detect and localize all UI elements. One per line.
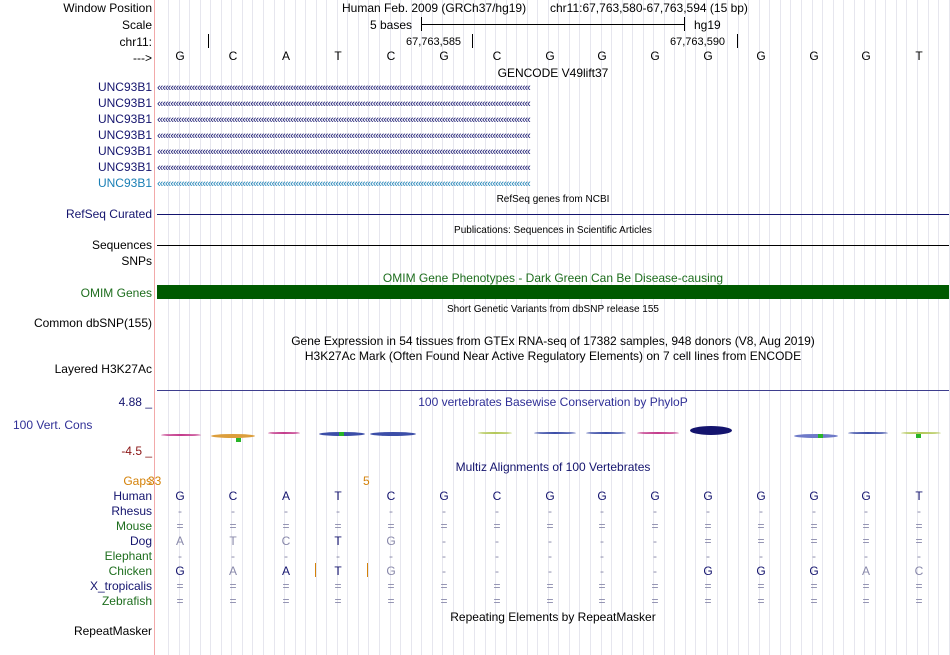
gtex-title: Gene Expression in 54 tissues from GTEx RNA-seq of 17382 samples, 948 donors (V8, Aug 2019) bbox=[291, 334, 815, 348]
alignment-base: T bbox=[229, 534, 237, 548]
gene-label[interactable]: UNC93B1 bbox=[97, 96, 152, 110]
alignment-base: - bbox=[231, 549, 235, 563]
alignment-base: - bbox=[336, 549, 340, 563]
scale-bar bbox=[421, 24, 684, 25]
publications-line[interactable] bbox=[157, 245, 949, 246]
alignment-base: = bbox=[493, 579, 501, 593]
dna-base: A bbox=[281, 49, 290, 63]
dna-base: G bbox=[650, 49, 660, 63]
alignment-base: - bbox=[706, 504, 710, 518]
gene-model-strand-arrows[interactable]: ‹‹‹‹‹‹‹‹‹‹‹‹‹‹‹‹‹‹‹‹‹‹‹‹‹‹‹‹‹‹‹‹‹‹‹‹‹‹‹‹‹‹‹‹‹‹‹‹‹‹‹‹‹‹‹‹‹‹‹‹‹‹‹‹‹‹‹‹‹‹‹‹‹‹‹‹‹‹‹‹‹‹‹‹‹‹‹‹‹‹‹‹‹‹‹‹‹‹‹‹‹‹‹‹‹‹‹‹‹‹‹‹‹‹‹‹‹‹‹‹‹‹‹‹‹‹‹‹‹‹‹‹‹‹‹‹‹‹‹‹ bbox=[157, 99, 530, 109]
scale-text: 5 bases bbox=[370, 18, 413, 32]
alignment-base: - bbox=[706, 549, 710, 563]
phylop-logo-glyph bbox=[916, 434, 921, 438]
alignment-base: - bbox=[548, 534, 552, 548]
alignment-base: - bbox=[495, 504, 499, 518]
phylop-ymin: -4.5 _ bbox=[121, 444, 152, 458]
gene-label[interactable]: UNC93B1 bbox=[97, 80, 152, 94]
omim-label[interactable]: OMIM Genes bbox=[80, 286, 152, 300]
alignment-base: - bbox=[917, 504, 921, 518]
species-label[interactable]: Human bbox=[113, 489, 152, 503]
alignment-base: = bbox=[915, 519, 923, 533]
alignment-base: G bbox=[545, 489, 555, 503]
alignment-base: = bbox=[862, 579, 870, 593]
refseq-label[interactable]: RefSeq Curated bbox=[65, 207, 152, 221]
alignment-base: = bbox=[810, 579, 818, 593]
alignment-base: = bbox=[757, 579, 765, 593]
ruler-tick bbox=[472, 34, 473, 48]
alignment-base: - bbox=[812, 549, 816, 563]
alignment-base: - bbox=[759, 504, 763, 518]
alignment-base: = bbox=[440, 594, 448, 608]
phylop-logo-glyph bbox=[478, 432, 512, 434]
alignment-base: = bbox=[915, 594, 923, 608]
alignment-base: - bbox=[284, 504, 288, 518]
gene-label[interactable]: UNC93B1 bbox=[97, 128, 152, 142]
alignment-base: = bbox=[651, 519, 659, 533]
alignment-base: C bbox=[281, 534, 291, 548]
alignment-base: = bbox=[546, 594, 554, 608]
alignment-base: = bbox=[546, 519, 554, 533]
alignment-base: - bbox=[653, 549, 657, 563]
dna-base: G bbox=[175, 49, 185, 63]
species-label[interactable]: Rhesus bbox=[111, 504, 152, 518]
label-gutter-divider bbox=[154, 0, 155, 655]
alignment-base: G bbox=[809, 489, 819, 503]
assembly-title: Human Feb. 2009 (GRCh37/hg19) bbox=[342, 1, 527, 15]
alignment-base: - bbox=[548, 504, 552, 518]
alignment-base: = bbox=[546, 579, 554, 593]
alignment-base: T bbox=[334, 564, 342, 578]
alignment-base: G bbox=[650, 489, 660, 503]
gene-label[interactable]: UNC93B1 bbox=[97, 144, 152, 158]
alignment-base: G bbox=[439, 489, 449, 503]
alignment-base: G bbox=[386, 564, 396, 578]
species-label[interactable]: Chicken bbox=[108, 564, 152, 578]
alignment-base: - bbox=[495, 534, 499, 548]
alignment-base: - bbox=[600, 564, 604, 578]
alignment-base: = bbox=[387, 579, 395, 593]
dna-base: C bbox=[492, 49, 502, 63]
ruler-coord-2: 67,763,590 bbox=[670, 36, 726, 48]
position-range[interactable]: chr11:67,763,580-67,763,594 (15 bp) bbox=[550, 1, 748, 15]
alignment-base: - bbox=[600, 534, 604, 548]
alignment-base: = bbox=[704, 519, 712, 533]
species-label[interactable]: Elephant bbox=[104, 549, 152, 563]
alignment-base: - bbox=[495, 564, 499, 578]
dna-base: G bbox=[809, 49, 819, 63]
alignment-base: G bbox=[861, 489, 871, 503]
dna-base: G bbox=[756, 49, 766, 63]
phylop-logo-glyph bbox=[370, 432, 416, 436]
species-label[interactable]: Mouse bbox=[115, 519, 152, 533]
scale-label: Scale bbox=[121, 18, 152, 32]
alignment-base: = bbox=[493, 594, 501, 608]
phylop-logo-glyph bbox=[236, 438, 241, 442]
alignment-base: - bbox=[600, 504, 604, 518]
omim-gene-bar[interactable] bbox=[157, 285, 949, 299]
alignment-base: T bbox=[334, 489, 342, 503]
dbsnp-label[interactable]: Common dbSNP(155) bbox=[33, 316, 152, 330]
scale-bar-right-tick bbox=[684, 17, 685, 31]
gene-label[interactable]: UNC93B1 bbox=[97, 112, 152, 126]
alignment-base: = bbox=[704, 534, 712, 548]
alignment-base: = bbox=[334, 519, 342, 533]
alignment-base: G bbox=[756, 564, 766, 578]
omim-title: OMIM Gene Phenotypes - Dark Green Can Be Disease-causing bbox=[382, 271, 724, 285]
gencode-title: GENCODE V49lift37 bbox=[497, 66, 609, 80]
publications-title: Publications: Sequences in Scientific Articles bbox=[454, 225, 652, 236]
alignment-base: = bbox=[810, 534, 818, 548]
scale-db: hg19 bbox=[694, 18, 721, 32]
alignment-base: = bbox=[915, 579, 923, 593]
alignment-base: G bbox=[703, 489, 713, 503]
alignment-base: - bbox=[442, 534, 446, 548]
dna-base: G bbox=[545, 49, 555, 63]
alignment-base: = bbox=[810, 594, 818, 608]
alignment-base: = bbox=[229, 579, 237, 593]
species-label[interactable]: Zebrafish bbox=[101, 594, 152, 608]
alignment-base: = bbox=[810, 519, 818, 533]
alignment-base: = bbox=[915, 534, 923, 548]
alignment-base: - bbox=[495, 549, 499, 563]
alignment-base: - bbox=[389, 504, 393, 518]
alignment-base: - bbox=[284, 549, 288, 563]
alignment-base: = bbox=[704, 579, 712, 593]
alignment-base: G bbox=[756, 489, 766, 503]
gap-marker bbox=[315, 563, 316, 577]
multiz-title: Multiz Alignments of 100 Vertebrates bbox=[455, 460, 651, 474]
phylop-logo-glyph bbox=[211, 434, 255, 438]
refseq-title: RefSeq genes from NCBI bbox=[496, 194, 610, 205]
alignment-base: = bbox=[704, 594, 712, 608]
alignment-base: A bbox=[228, 564, 237, 578]
gene-label[interactable]: UNC93B1 bbox=[97, 176, 152, 190]
dna-base: C bbox=[228, 49, 238, 63]
phylop-logo-glyph bbox=[161, 434, 201, 436]
alignment-base: G bbox=[386, 534, 396, 548]
alignment-base: = bbox=[862, 519, 870, 533]
alignment-base: A bbox=[281, 564, 290, 578]
alignment-base: - bbox=[442, 564, 446, 578]
species-label[interactable]: Dog bbox=[129, 534, 152, 548]
alignment-base: - bbox=[442, 504, 446, 518]
phylop-logo-glyph bbox=[339, 432, 344, 436]
phylop-logo-glyph bbox=[586, 432, 626, 434]
phylop-logo-glyph bbox=[818, 434, 823, 438]
alignment-base: = bbox=[440, 519, 448, 533]
gene-model-strand-arrows[interactable]: ‹‹‹‹‹‹‹‹‹‹‹‹‹‹‹‹‹‹‹‹‹‹‹‹‹‹‹‹‹‹‹‹‹‹‹‹‹‹‹‹‹‹‹‹‹‹‹‹‹‹‹‹‹‹‹‹‹‹‹‹‹‹‹‹‹‹‹‹‹‹‹‹‹‹‹‹‹‹‹‹‹‹‹‹‹‹‹‹‹‹‹‹‹‹‹‹‹‹‹‹‹‹‹‹‹‹‹‹‹‹‹‹‹‹‹‹‹‹‹‹‹‹‹‹‹‹‹‹‹‹‹‹‹‹‹‹‹‹‹‹ bbox=[157, 163, 530, 173]
dna-base: G bbox=[439, 49, 449, 63]
dna-base: G bbox=[597, 49, 607, 63]
alignment-base: = bbox=[862, 594, 870, 608]
gene-model-strand-arrows[interactable]: ‹‹‹‹‹‹‹‹‹‹‹‹‹‹‹‹‹‹‹‹‹‹‹‹‹‹‹‹‹‹‹‹‹‹‹‹‹‹‹‹‹‹‹‹‹‹‹‹‹‹‹‹‹‹‹‹‹‹‹‹‹‹‹‹‹‹‹‹‹‹‹‹‹‹‹‹‹‹‹‹‹‹‹‹‹‹‹‹‹‹‹‹‹‹‹‹‹‹‹‹‹‹‹‹‹‹‹‹‹‹‹‹‹‹‹‹‹‹‹‹‹‹‹‹‹‹‹‹‹‹‹‹‹‹‹‹‹‹‹‹ bbox=[157, 115, 530, 125]
publications-label[interactable]: Sequences bbox=[91, 238, 152, 252]
alignment-base: = bbox=[440, 579, 448, 593]
alignment-base: G bbox=[175, 564, 185, 578]
alignment-base: - bbox=[231, 504, 235, 518]
phylop-logo-glyph bbox=[848, 432, 888, 434]
alignment-base: T bbox=[915, 489, 923, 503]
gene-model-strand-arrows[interactable]: ‹‹‹‹‹‹‹‹‹‹‹‹‹‹‹‹‹‹‹‹‹‹‹‹‹‹‹‹‹‹‹‹‹‹‹‹‹‹‹‹‹‹‹‹‹‹‹‹‹‹‹‹‹‹‹‹‹‹‹‹‹‹‹‹‹‹‹‹‹‹‹‹‹‹‹‹‹‹‹‹‹‹‹‹‹‹‹‹‹‹‹‹‹‹‹‹‹‹‹‹‹‹‹‹‹‹‹‹‹‹‹‹‹‹‹‹‹‹‹‹‹‹‹‹‹‹‹‹‹‹‹‹‹‹‹‹‹‹‹‹ bbox=[157, 83, 530, 93]
alignment-base: - bbox=[864, 504, 868, 518]
alignment-base: = bbox=[598, 519, 606, 533]
phylop-logo-glyph bbox=[268, 432, 300, 434]
gap-count: 5 bbox=[363, 474, 370, 488]
alignment-base: - bbox=[653, 534, 657, 548]
alignment-base: - bbox=[864, 549, 868, 563]
alignment-base: = bbox=[229, 594, 237, 608]
alignment-base: = bbox=[176, 519, 184, 533]
dna-base: T bbox=[915, 49, 923, 63]
dna-base: G bbox=[703, 49, 713, 63]
phylop-logo-glyph bbox=[901, 432, 941, 434]
alignment-base: T bbox=[334, 534, 342, 548]
alignment-base: = bbox=[334, 579, 342, 593]
alignment-base: G bbox=[703, 564, 713, 578]
h3k27ac-baseline bbox=[157, 390, 949, 391]
strand-label: ---> bbox=[133, 51, 152, 65]
species-label[interactable]: X_tropicalis bbox=[89, 579, 152, 593]
ruler-tick bbox=[208, 34, 209, 48]
alignment-base: = bbox=[282, 594, 290, 608]
phylop-ymax: 4.88 _ bbox=[118, 395, 152, 409]
phylop-logo-track[interactable] bbox=[156, 424, 950, 444]
alignment-base: = bbox=[176, 594, 184, 608]
alignment-base: = bbox=[598, 594, 606, 608]
alignment-base: = bbox=[387, 519, 395, 533]
alignment-base: A bbox=[861, 564, 870, 578]
dbsnp-title: Short Genetic Variants from dbSNP release 155 bbox=[447, 304, 659, 315]
alignment-base: A bbox=[281, 489, 290, 503]
alignment-base: C bbox=[492, 489, 502, 503]
alignment-base: - bbox=[812, 504, 816, 518]
ruler-tick bbox=[737, 34, 738, 48]
gene-model-strand-arrows[interactable]: ‹‹‹‹‹‹‹‹‹‹‹‹‹‹‹‹‹‹‹‹‹‹‹‹‹‹‹‹‹‹‹‹‹‹‹‹‹‹‹‹‹‹‹‹‹‹‹‹‹‹‹‹‹‹‹‹‹‹‹‹‹‹‹‹‹‹‹‹‹‹‹‹‹‹‹‹‹‹‹‹‹‹‹‹‹‹‹‹‹‹‹‹‹‹‹‹‹‹‹‹‹‹‹‹‹‹‹‹‹‹‹‹‹‹‹‹‹‹‹‹‹‹‹‹‹‹‹‹‹‹‹‹‹‹‹‹‹‹‹‹ bbox=[157, 147, 530, 157]
alignment-base: G bbox=[597, 489, 607, 503]
alignment-base: = bbox=[598, 579, 606, 593]
alignment-base: C bbox=[914, 564, 924, 578]
refseq-gene-line[interactable] bbox=[157, 214, 949, 215]
dna-base: C bbox=[386, 49, 396, 63]
h3k27ac-label[interactable]: Layered H3K27Ac bbox=[54, 362, 152, 376]
alignment-base: - bbox=[178, 504, 182, 518]
dna-base: G bbox=[861, 49, 871, 63]
phylop-title: 100 vertebrates Basewise Conservation by PhyloP bbox=[418, 395, 688, 409]
alignment-base: = bbox=[493, 519, 501, 533]
alignment-base: - bbox=[389, 549, 393, 563]
snps-label[interactable]: SNPs bbox=[121, 254, 152, 268]
alignment-base: G bbox=[809, 564, 819, 578]
gene-model-strand-arrows[interactable]: ‹‹‹‹‹‹‹‹‹‹‹‹‹‹‹‹‹‹‹‹‹‹‹‹‹‹‹‹‹‹‹‹‹‹‹‹‹‹‹‹‹‹‹‹‹‹‹‹‹‹‹‹‹‹‹‹‹‹‹‹‹‹‹‹‹‹‹‹‹‹‹‹‹‹‹‹‹‹‹‹‹‹‹‹‹‹‹‹‹‹‹‹‹‹‹‹‹‹‹‹‹‹‹‹‹‹‹‹‹‹‹‹‹‹‹‹‹‹‹‹‹‹‹‹‹‹‹‹‹‹‹‹‹‹‹‹‹‹‹‹ bbox=[157, 131, 530, 141]
alignment-base: = bbox=[651, 594, 659, 608]
alignment-base: - bbox=[548, 564, 552, 578]
alignment-base: = bbox=[229, 519, 237, 533]
alignment-base: = bbox=[757, 519, 765, 533]
alignment-base: = bbox=[176, 579, 184, 593]
alignment-base: = bbox=[757, 534, 765, 548]
alignment-base: = bbox=[862, 534, 870, 548]
repeatmasker-label[interactable]: RepeatMasker bbox=[73, 624, 152, 638]
ruler-coord-1: 67,763,585 bbox=[406, 36, 462, 48]
gene-label[interactable]: UNC93B1 bbox=[97, 160, 152, 174]
gap-marker bbox=[367, 563, 368, 577]
window-position-label: Window Position bbox=[63, 1, 152, 15]
chrom-label: chr11: bbox=[119, 35, 152, 49]
alignment-base: - bbox=[917, 549, 921, 563]
alignment-base: G bbox=[175, 489, 185, 503]
alignment-base: C bbox=[386, 489, 396, 503]
alignment-base: - bbox=[548, 549, 552, 563]
alignment-base: - bbox=[442, 549, 446, 563]
alignment-base: = bbox=[387, 594, 395, 608]
alignment-base: - bbox=[653, 564, 657, 578]
alignment-base: A bbox=[175, 534, 184, 548]
gap-count: 33 bbox=[148, 474, 162, 488]
phylop-logo-glyph bbox=[637, 432, 679, 434]
alignment-base: - bbox=[178, 549, 182, 563]
gene-model-strand-arrows[interactable]: ‹‹‹‹‹‹‹‹‹‹‹‹‹‹‹‹‹‹‹‹‹‹‹‹‹‹‹‹‹‹‹‹‹‹‹‹‹‹‹‹‹‹‹‹‹‹‹‹‹‹‹‹‹‹‹‹‹‹‹‹‹‹‹‹‹‹‹‹‹‹‹‹‹‹‹‹‹‹‹‹‹‹‹‹‹‹‹‹‹‹‹‹‹‹‹‹‹‹‹‹‹‹‹‹‹‹‹‹‹‹‹‹‹‹‹‹‹‹‹‹‹‹‹‹‹‹‹‹‹‹‹‹‹‹‹‹‹‹‹‹ bbox=[157, 179, 530, 189]
alignment-base: - bbox=[336, 504, 340, 518]
alignment-base: = bbox=[651, 579, 659, 593]
alignment-base: = bbox=[282, 579, 290, 593]
alignment-base: = bbox=[282, 519, 290, 533]
phylop-label[interactable]: 100 Vert. Cons bbox=[13, 418, 93, 432]
alignment-base: = bbox=[757, 594, 765, 608]
alignment-base: C bbox=[228, 489, 238, 503]
phylop-logo-glyph bbox=[534, 432, 576, 434]
alignment-base: - bbox=[600, 549, 604, 563]
repeatmasker-title: Repeating Elements by RepeatMasker bbox=[450, 610, 656, 624]
phylop-logo-glyph bbox=[794, 434, 838, 438]
phylop-logo-glyph bbox=[690, 426, 732, 435]
alignment-base: - bbox=[759, 549, 763, 563]
gaps-label: Gaps bbox=[123, 474, 152, 488]
dna-base: T bbox=[334, 49, 342, 63]
h3k27ac-title: H3K27Ac Mark (Often Found Near Active Regulatory Elements) on 7 cell lines from ENCODE bbox=[304, 349, 802, 363]
alignment-base: = bbox=[334, 594, 342, 608]
alignment-base: - bbox=[653, 504, 657, 518]
